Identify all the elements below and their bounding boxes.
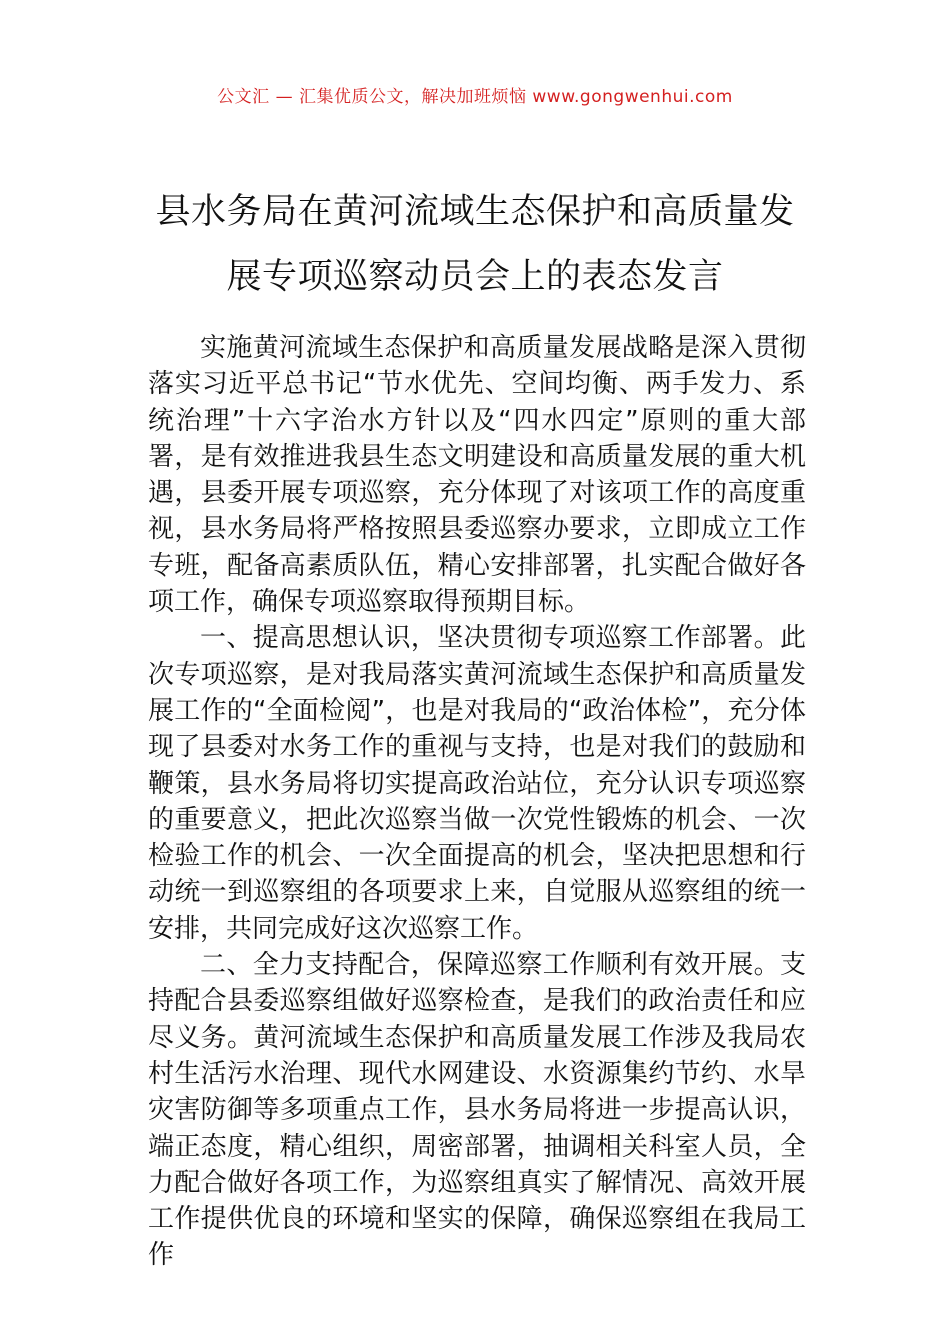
paragraph-section-one: 一、提高思想认识，坚决贯彻专项巡察工作部署。此次专项巡察，是对我局落实黄河流域生态保护和高质量发展工作的“全面检阅”，也是对我局的“政治体检”，充分体现了县委对水务工作的重视与支持，也是对我们的鼓励和鞭策，县水务局将切实提高政治站位，充分认识专项巡察的重要意义，把此次巡察当做一次党性锻炼的机会、一次检验工作的机会、一次全面提高的机会，坚决把思想和行动统一到巡察组的各项要求上来，自觉服从巡察组的统一安排，共同完成好这次巡察工作。 [148,623,806,944]
document-body [148,330,806,1274]
document-title: 县水务局在黄河流域生态保护和高质量发展专项巡察动员会上的表态发言 [155,192,795,297]
header-banner: 公文汇 — 汇集优质公文，解决加班烦恼 www.gongwenhui.com [217,87,733,107]
paragraph-section-two: 二、全力支持配合，保障巡察工作顺利有效开展。支持配合县委巡察组做好巡察检查，是我们的政治责任和应尽义务。黄河流域生态保护和高质量发展工作涉及我局农村生活污水治理、现代水网建设、水资源集约节约、水旱灾害防御等多项重点工作，县水务局将进一步提高认识，端正态度，精心组织，周密部署，抽调相关科室人员，全力配合做好各项工作，为巡察组真实了解情况、高效开展工作提供优良的环境和坚实的保障，确保巡察组在我局工作 [148,950,806,1271]
paragraph-intro: 实施黄河流域生态保护和高质量发展战略是深入贯彻落实习近平总书记“节水优先、空间均衡、两手发力、系统治理”十六字治水方针以及“四水四定”原则的重大部署，是有效推进我县生态文明建设和高质量发展的重大机遇，县委开展专项巡察，充分体现了对该项工作的高度重视，县水务局将严格按照县委巡察办要求，立即成立工作专班，配备高素质队伍，精心安排部署，扎实配合做好各项工作，确保专项巡察取得预期目标。 [148,333,806,618]
